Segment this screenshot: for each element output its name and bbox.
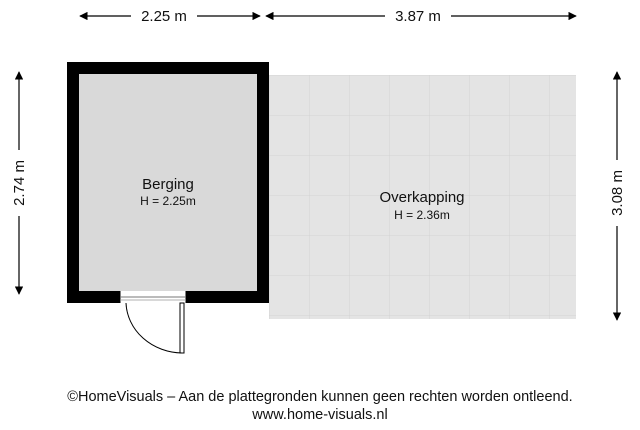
dim-label-top-right: 3.87 m bbox=[395, 8, 441, 25]
website-url: www.home-visuals.nl bbox=[252, 407, 388, 423]
copyright-notice: ©HomeVisuals – Aan de plattegronden kunnen geen rechten worden ontleend. bbox=[67, 389, 573, 405]
room-height-storage: H = 2.25m bbox=[140, 194, 196, 208]
room-name-storage: Berging bbox=[142, 176, 194, 193]
door-swing-arc bbox=[126, 303, 182, 353]
room-height-canopy: H = 2.36m bbox=[394, 208, 450, 222]
dim-label-top-left: 2.25 m bbox=[141, 8, 187, 25]
room-name-canopy: Overkapping bbox=[379, 189, 465, 206]
door-leaf bbox=[180, 303, 184, 353]
dim-label-right: 3.08 m bbox=[609, 170, 626, 216]
dim-label-left: 2.74 m bbox=[11, 160, 28, 206]
